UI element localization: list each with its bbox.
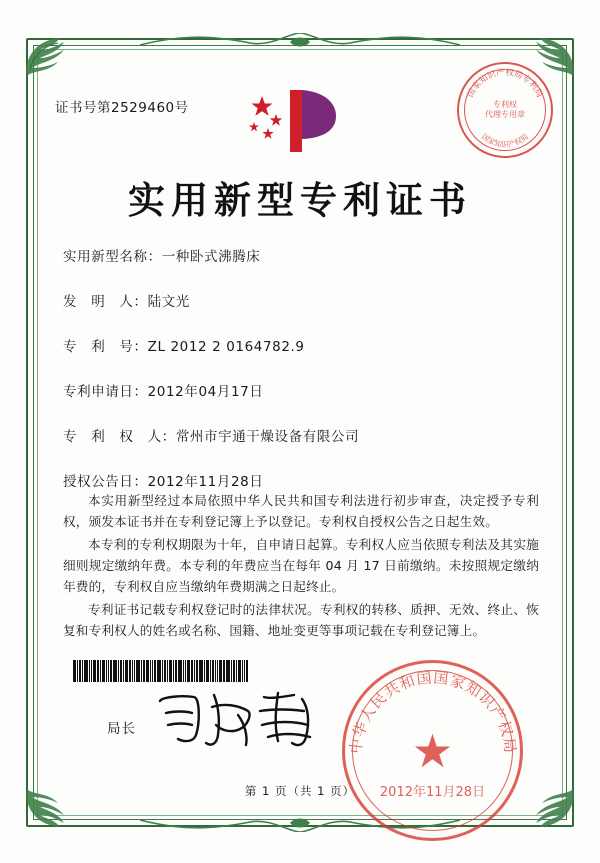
certificate-content (47, 60, 553, 805)
director-signature (152, 685, 332, 755)
seal-date: 2012年11月28日 (379, 785, 486, 800)
field-value: 2012年04月17日 (147, 384, 264, 400)
field-label: 授权公告日： (63, 474, 148, 490)
legal-text (63, 490, 539, 643)
field-utility-model-name (63, 245, 543, 265)
field-grant-announcement-date (63, 470, 543, 490)
field-patent-number (63, 335, 543, 355)
field-label: 专利申请日： (63, 384, 148, 400)
svg-text:中华人民共和国国家知识产权局: 中华人民共和国国家知识产权局 (346, 668, 520, 755)
border-top-ornament (140, 33, 460, 51)
star-icon: ★ (411, 723, 454, 778)
field-value: ZL 2012 2 0164782.9 (147, 339, 305, 355)
field-label: 实用新型名称： (63, 249, 162, 265)
field-inventor (63, 290, 543, 310)
certificate-number: 证书号第2529460号 (55, 100, 189, 116)
fields-list (63, 245, 543, 515)
official-seal-stamp (342, 660, 523, 841)
field-value: 常州市宇通干燥设备有限公司 (175, 429, 360, 445)
field-label: 专 利 权 人： (63, 429, 176, 445)
seal-center-text: 专利权 代理专用章 (485, 100, 525, 119)
legal-paragraph-3: 专利证书记载专利权登记时的法律状况。专利权的转移、质押、无效、终止、恢复和专利权人的姓名或名称、国籍、地址变更等事项记载在专利登记簿上。 (63, 602, 539, 638)
seal-arc-bottom-text (459, 64, 551, 156)
page-footer: 第 1 页（共 1 页） (244, 784, 356, 798)
field-value: 陆文光 (147, 294, 190, 310)
field-label: 发 明 人： (63, 294, 148, 310)
legal-paragraph-2: 本专利的专利权期限为十年，自申请日起算。专利权人应当依照专利法及其实施细则规定缴纳年费。本专利的年费应当在每年 04 月 17 日前缴纳。未按照规定缴纳年费的，专利权自应当缴纳年费期满之日起终止。 (63, 537, 539, 594)
cnipa-logo-icon (240, 82, 360, 158)
agency-seal-stamp (457, 62, 553, 158)
barcode (73, 660, 258, 682)
field-value: 2012年11月28日 (147, 474, 264, 490)
field-value: 一种卧式沸腾床 (161, 249, 261, 265)
page-title: 实用新型专利证书 (128, 179, 472, 222)
svg-text:国家知识产权局: 国家知识产权局 (480, 131, 530, 149)
legal-paragraph-1: 本实用新型经过本局依照中华人民共和国专利法进行初步审查，决定授予专利权，颁发本证书并在专利登记簿上予以登记。专利权自授权公告之日起生效。 (63, 493, 539, 529)
field-label: 专 利 号： (63, 339, 148, 355)
field-patentee (63, 425, 543, 445)
field-application-date (63, 380, 543, 400)
svg-text:国家知识产权局专利局: 国家知识产权局专利局 (465, 67, 545, 100)
director-label: 局长 (107, 721, 136, 737)
